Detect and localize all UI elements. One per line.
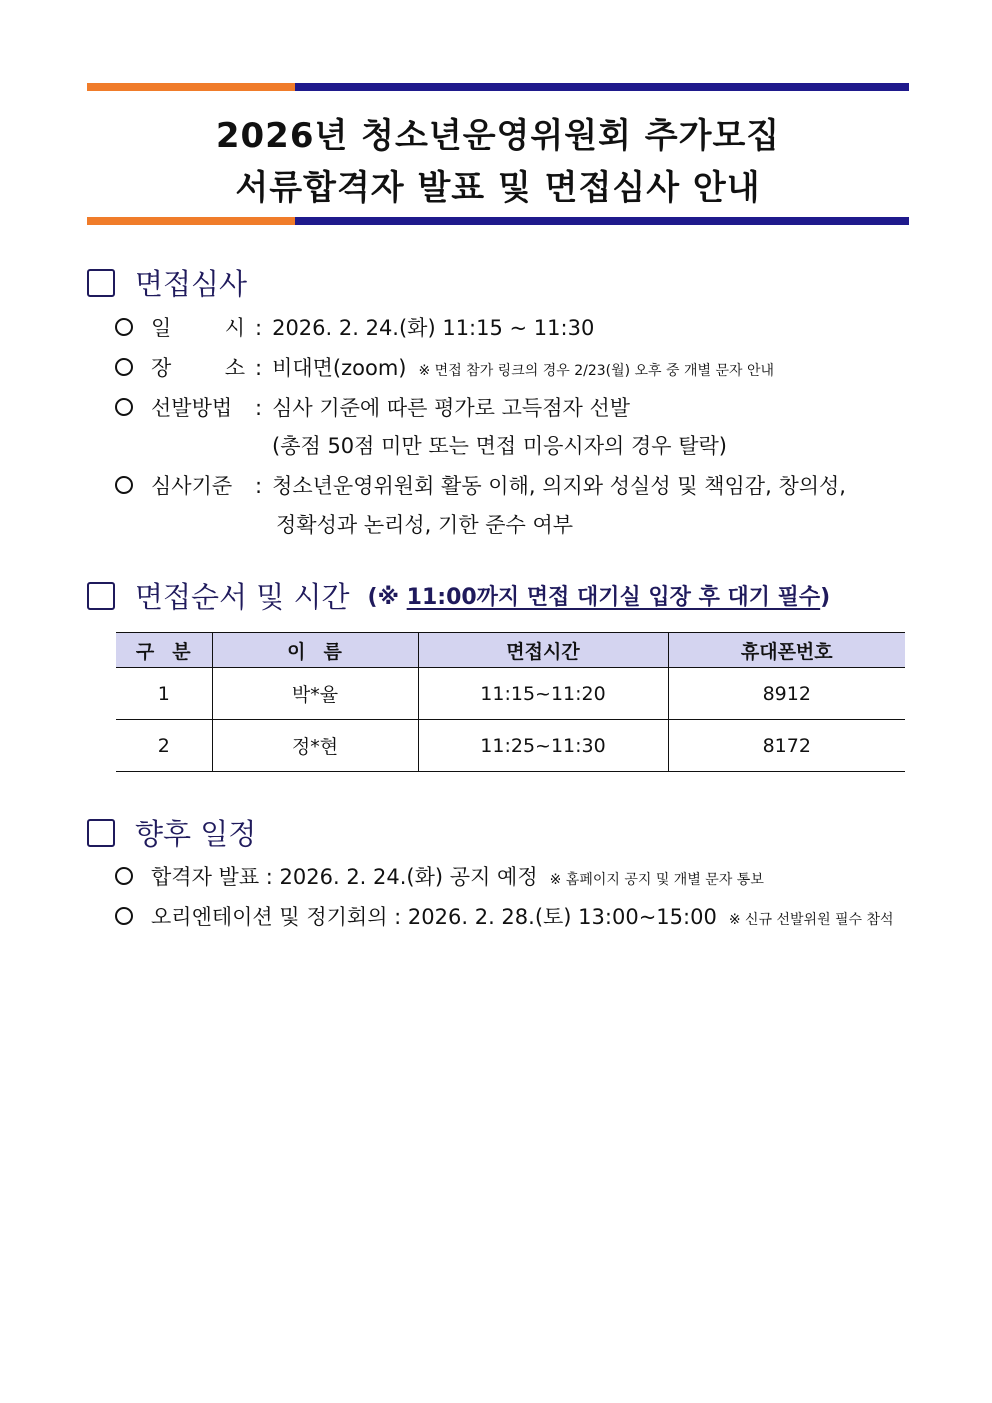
top-rule-navy: [295, 83, 909, 91]
section-title-order: 면접순서 및 시간: [135, 580, 350, 614]
checkbox-icon: [87, 269, 115, 297]
cell-name: 박*율: [212, 668, 418, 720]
row-orientation: [115, 901, 894, 931]
value-orientation: 오리엔테이션 및 정기회의 : 2026. 2. 28.(토) 13:00~15:00: [151, 905, 717, 929]
value-criteria-cont: 정확성과 논리성, 기한 준수 여부: [276, 513, 574, 537]
value-method-cont: (총점 50점 미만 또는 면접 미응시자의 경우 탈락): [272, 434, 727, 458]
section-title-interview: 면접심사: [135, 267, 248, 301]
circle-bullet-icon: [115, 318, 133, 336]
value-method: 심사 기준에 따른 평가로 고득점자 선발: [272, 396, 631, 420]
colon: :: [255, 316, 263, 340]
row-date: [115, 312, 594, 342]
table-row: [116, 720, 905, 772]
order-note: [368, 580, 831, 611]
label-place-b: 소: [224, 356, 245, 380]
label-method: 선발방법: [151, 396, 233, 420]
circle-bullet-icon: [115, 398, 133, 416]
circle-bullet-icon: [115, 907, 133, 925]
note-announcement: ※ 홈페이지 공지 및 개별 문자 통보: [549, 872, 764, 888]
cell-phone: 8172: [668, 720, 905, 772]
checkbox-icon: [87, 819, 115, 847]
label-place: [151, 352, 245, 382]
circle-bullet-icon: [115, 867, 133, 885]
label-date-a: 일: [151, 316, 172, 340]
bottom-rule: [87, 217, 909, 225]
order-note-close: ): [820, 585, 831, 610]
top-rule: [87, 83, 909, 91]
row-announcement: [115, 861, 764, 891]
header-phone: 휴대폰번호: [668, 633, 905, 668]
header-category: 구분: [116, 633, 212, 668]
circle-bullet-icon: [115, 476, 133, 494]
section-order: [87, 575, 830, 616]
cell-phone: 8912: [668, 668, 905, 720]
cell-number: 2: [116, 720, 212, 772]
row-method: [115, 392, 630, 422]
value-criteria: 청소년운영위원회 활동 이해, 의지와 성실성 및 책임감, 창의성,: [272, 474, 846, 498]
table-row: [116, 668, 905, 720]
label-date: [151, 312, 245, 342]
label-date-b: 시: [224, 316, 245, 340]
colon: :: [255, 356, 263, 380]
table-header-row: [116, 633, 905, 668]
row-place: [115, 352, 774, 382]
bottom-rule-navy: [295, 217, 909, 225]
bottom-rule-orange: [87, 217, 295, 225]
interview-schedule-table: [116, 632, 905, 772]
label-criteria: 심사기준: [151, 474, 233, 498]
colon: :: [255, 474, 263, 498]
colon: :: [255, 396, 263, 420]
value-place: 비대면(zoom): [272, 356, 407, 380]
section-title-schedule: 향후 일정: [135, 817, 257, 851]
section-schedule: [87, 812, 256, 853]
title-line-2: 서류합격자 발표 및 면접심사 안내: [235, 168, 761, 208]
row-criteria: [115, 470, 846, 500]
section-interview: [87, 262, 247, 303]
title-line-1: 2026년 청소년운영위원회 추가모집: [215, 116, 781, 156]
order-note-underlined: 11:00까지 면접 대기실 입장 후 대기 필수: [406, 585, 821, 610]
value-announcement: 합격자 발표 : 2026. 2. 24.(화) 공지 예정: [151, 865, 538, 889]
header-name: 이름: [212, 633, 418, 668]
note-place: ※ 면접 참가 링크의 경우 2/23(월) 오후 중 개별 문자 안내: [418, 363, 775, 379]
cell-time: 11:25~11:30: [418, 720, 668, 772]
top-rule-orange: [87, 83, 295, 91]
note-orientation: ※ 신규 선발위원 필수 참석: [728, 912, 894, 928]
cell-name: 정*현: [212, 720, 418, 772]
label-place-a: 장: [151, 356, 172, 380]
value-date: 2026. 2. 24.(화) 11:15 ~ 11:30: [272, 316, 595, 340]
cell-number: 1: [116, 668, 212, 720]
header-time: 면접시간: [418, 633, 668, 668]
order-note-open: (※: [367, 585, 407, 610]
cell-time: 11:15~11:20: [418, 668, 668, 720]
checkbox-icon: [87, 582, 115, 610]
circle-bullet-icon: [115, 358, 133, 376]
